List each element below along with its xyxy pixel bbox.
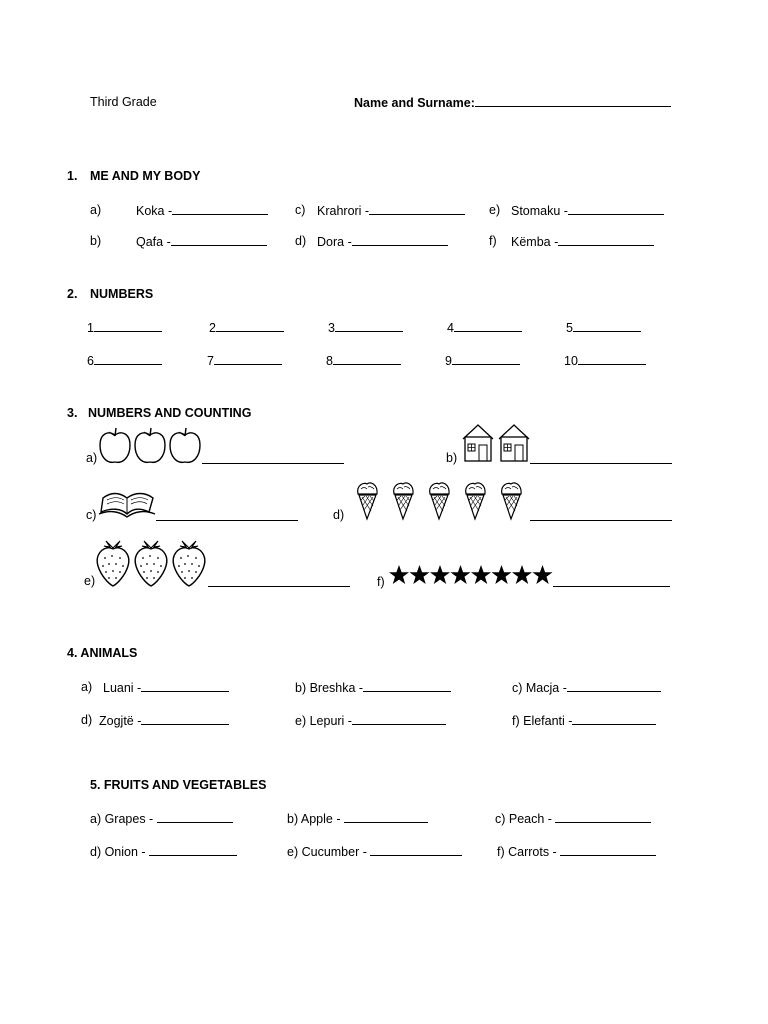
number-answer[interactable] [454,320,522,332]
s1-f-item [511,234,654,249]
s1-e-answer[interactable] [568,203,664,215]
house-icon [499,425,529,461]
s5-b-answer[interactable] [344,811,428,823]
name-surname-field[interactable] [475,95,671,107]
number-answer[interactable] [333,353,401,365]
s4-d-letter: d) [81,713,93,727]
s3-c-letter: c) [86,508,97,522]
section-3-number: 3. [67,406,78,420]
ice-cream-icon [358,483,377,519]
number-item-6 [87,353,162,368]
s1-b-item [136,234,267,249]
number-item-5 [566,320,641,335]
apple-icon [100,428,130,462]
ice-cream-icons [355,481,527,523]
s1-c-word: Krahrori - [317,204,370,218]
number-label: 4 [447,321,454,335]
s5-f-label: f) Carrots - [497,845,557,859]
s4-f-label: f) Elefanti - [512,714,573,728]
s1-e-letter: e) [489,203,501,217]
s4-d-answer[interactable] [141,713,229,725]
s4-a-item [103,680,229,695]
s3-e-letter: e) [84,574,96,588]
number-label: 5 [566,321,573,335]
number-answer[interactable] [573,320,641,332]
number-label: 8 [326,354,333,368]
s4-a-word: Luani - [103,681,142,695]
number-answer[interactable] [578,353,646,365]
s5-d-item [90,844,237,859]
s4-c-item [512,680,661,695]
number-label: 9 [445,354,452,368]
s3-b-answer[interactable] [530,452,672,464]
s1-b-answer[interactable] [171,234,267,246]
s1-b-letter: b) [90,234,102,248]
star-icon [533,565,553,584]
s5-c-answer[interactable] [555,811,651,823]
s3-f-letter: f) [377,575,385,589]
number-label: 3 [328,321,335,335]
number-item-10 [564,353,646,368]
s4-b-item [295,680,451,695]
number-item-8 [326,353,401,368]
s3-d-letter: d) [333,508,345,522]
s5-e-answer[interactable] [370,844,462,856]
star-icon [451,565,471,584]
s1-d-answer[interactable] [352,234,448,246]
s5-c-label: c) Peach - [495,812,552,826]
s1-d-item [317,234,448,249]
apple-icon [170,428,200,462]
name-surname-text: Name and Surname: [354,96,475,110]
s4-e-answer[interactable] [352,713,446,725]
star-icon [430,565,450,584]
s4-f-answer[interactable] [572,713,656,725]
number-label: 6 [87,354,94,368]
s5-e-label: e) Cucumber - [287,845,367,859]
s1-a-word: Koka - [136,204,173,218]
s1-e-item [511,203,664,218]
star-icon [492,565,512,584]
number-item-7 [207,353,282,368]
star-icon [512,565,532,584]
s3-a-answer[interactable] [202,452,344,464]
s3-d-answer[interactable] [530,509,672,521]
s1-d-word: Dora - [317,235,352,249]
s3-e-answer[interactable] [208,575,350,587]
s4-d-word: Zogjtë - [99,714,142,728]
number-label: 10 [564,354,578,368]
s3-f-answer[interactable] [553,575,670,587]
section-5-title: 5. FRUITS AND VEGETABLES [90,778,267,792]
s1-a-answer[interactable] [172,203,268,215]
number-answer[interactable] [452,353,520,365]
s1-c-item [317,203,465,218]
section-1-title: ME AND MY BODY [90,169,201,183]
s5-b-label: b) Apple - [287,812,341,826]
s5-a-answer[interactable] [157,811,233,823]
strawberry-icons [95,538,211,590]
number-item-4 [447,320,522,335]
ice-cream-icon [430,483,449,519]
book-icon [97,486,157,520]
s1-a-letter: a) [90,203,102,217]
ice-cream-icon [466,483,485,519]
s1-b-word: Qafa - [136,235,171,249]
s4-c-label: c) Macja - [512,681,567,695]
s1-c-letter: c) [295,203,306,217]
s1-c-answer[interactable] [369,203,465,215]
s1-f-word: Këmba - [511,235,559,249]
s5-d-answer[interactable] [149,844,237,856]
s5-f-answer[interactable] [560,844,656,856]
s5-a-label: a) Grapes - [90,812,154,826]
house-icon [463,425,493,461]
number-answer[interactable] [216,320,284,332]
ice-cream-icon [502,483,521,519]
s4-b-answer[interactable] [363,680,451,692]
star-icon [410,565,430,584]
s1-e-word: Stomaku - [511,204,568,218]
s3-b-letter: b) [446,451,458,465]
s4-d-item [99,713,229,728]
strawberry-icon [97,541,129,586]
number-label: 1 [87,321,94,335]
strawberry-icon [173,541,205,586]
s4-a-answer[interactable] [141,680,229,692]
s4-c-answer[interactable] [567,680,661,692]
strawberry-icon [135,541,167,586]
number-label: 7 [207,354,214,368]
s3-c-answer[interactable] [156,509,298,521]
number-answer[interactable] [335,320,403,332]
s5-b-item [287,811,428,826]
grade-label: Third Grade [90,95,157,109]
section-4-title: 4. ANIMALS [67,646,138,660]
ice-cream-icon [394,483,413,519]
s1-d-letter: d) [295,234,307,248]
s5-c-item [495,811,651,826]
s1-a-item [136,203,268,218]
s1-f-letter: f) [489,234,497,248]
s3-a-letter: a) [86,451,98,465]
s5-a-item [90,811,233,826]
name-surname-label [354,95,671,110]
house-icons [461,423,533,463]
number-answer[interactable] [214,353,282,365]
number-item-2 [209,320,284,335]
apple-icons [98,424,204,466]
s5-e-item [287,844,462,859]
s4-a-letter: a) [81,680,93,694]
star-icon [471,565,491,584]
number-item-3 [328,320,403,335]
section-1-number: 1. [67,169,78,183]
s5-f-item [497,844,656,859]
number-item-1 [87,320,162,335]
section-2-number: 2. [67,287,78,301]
s5-d-label: d) Onion - [90,845,146,859]
number-answer[interactable] [94,353,162,365]
s4-b-label: b) Breshka - [295,681,364,695]
number-answer[interactable] [94,320,162,332]
star-icons [389,563,555,587]
number-item-9 [445,353,520,368]
s1-f-answer[interactable] [558,234,654,246]
section-3-title: NUMBERS AND COUNTING [88,406,252,420]
section-2-title: NUMBERS [90,287,154,301]
s4-f-item [512,713,656,728]
star-icon [389,565,409,584]
apple-icon [135,428,165,462]
s4-e-label: e) Lepuri - [295,714,352,728]
s4-e-item [295,713,446,728]
number-label: 2 [209,321,216,335]
